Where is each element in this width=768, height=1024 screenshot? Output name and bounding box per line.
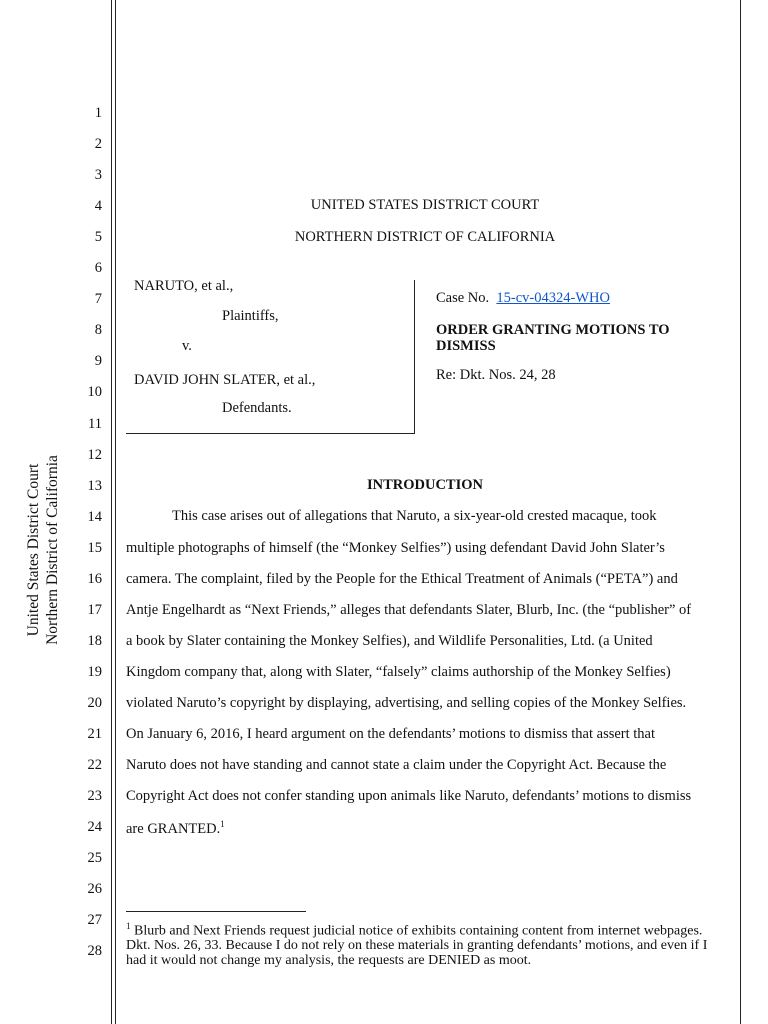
order-title	[436, 322, 670, 354]
line-number: 10	[87, 384, 102, 401]
line-number: 2	[94, 136, 102, 153]
footnote-rule	[126, 911, 306, 912]
line-number: 24	[87, 819, 102, 836]
body-line: Naruto does not have standing and cannot state a claim under the Copyright Act. Because the	[126, 757, 667, 773]
line-number: 5	[94, 229, 102, 246]
body-line: camera. The complaint, filed by the People for the Ethical Treatment of Animals (“PETA”) and	[126, 571, 678, 587]
line-number: 15	[87, 539, 102, 556]
line-number: 23	[87, 788, 102, 805]
body-line: a book by Slater containing the Monkey Selfies), and Wildlife Personalities, Ltd. (a United	[126, 633, 653, 649]
sidebar-district: Northern District of California	[44, 455, 61, 645]
line-number: 14	[87, 508, 102, 525]
footnote-reference[interactable]: 1	[220, 819, 225, 829]
body-line: Copyright Act does not confer standing upon animals like Naruto, defendants’ motions to dismiss	[126, 788, 692, 804]
line-number: 25	[87, 850, 102, 867]
sidebar-court-label	[16, 452, 70, 648]
order-title-line-1: ORDER GRANTING MOTIONS TO	[436, 322, 670, 338]
line-number: 21	[87, 726, 102, 742]
line-number: 12	[87, 446, 102, 463]
line-number: 8	[94, 322, 102, 339]
line-number: 9	[94, 353, 102, 370]
line-number: 20	[87, 694, 102, 711]
body-line: On January 6, 2016, I heard argument on the defendants’ motions to dismiss that assert that	[126, 726, 656, 742]
body-line-last	[126, 819, 225, 838]
line-number: 17	[87, 601, 102, 618]
line-number: 22	[87, 757, 102, 774]
versus: v.	[182, 338, 192, 354]
line-number: 16	[87, 570, 102, 587]
footnote-marker: 1	[126, 921, 131, 931]
body-line: This case arises out of allegations that Naruto, a six-year-old crested macaque, took	[172, 508, 657, 524]
caption-rule-vertical	[414, 280, 415, 433]
line-number: 18	[87, 632, 102, 649]
line-number: 19	[87, 663, 102, 680]
case-number-label: Case No.	[436, 290, 490, 306]
line-number: 6	[94, 260, 102, 277]
footnote-text: Blurb and Next Friends request judicial notice of exhibits containing content from internet webpages. Dkt. Nos. 26, 33. Because I do not rely on these materials in granting defendants’ motions, and even if I had it would not change my analysis, the requests are DENIED as moot.	[126, 923, 708, 968]
line-number: 4	[94, 198, 102, 215]
left-margin-rule-inner	[115, 0, 116, 1024]
line-number: 11	[88, 415, 102, 432]
left-margin-rule-outer	[111, 0, 112, 1024]
order-title-line-2: DISMISS	[436, 338, 496, 354]
body-line-text: are GRANTED.	[126, 820, 221, 837]
section-heading: INTRODUCTION	[366, 477, 483, 493]
defendant-name: DAVID JOHN SLATER, et al.,	[134, 372, 316, 388]
line-number: 28	[87, 943, 102, 960]
line-number: 3	[94, 167, 102, 184]
case-number-link[interactable]: 15-cv-04324-WHO	[496, 290, 610, 306]
court-name: UNITED STATES DISTRICT COURT	[310, 197, 540, 213]
line-number: 7	[94, 291, 102, 308]
caption-rule-horizontal	[126, 433, 415, 434]
right-margin-rule	[740, 0, 741, 1024]
body-line: Antje Engelhardt as “Next Friends,” alleges that defendants Slater, Blurb, Inc. (the “publisher” of	[126, 602, 692, 618]
defendants-label: Defendants.	[222, 400, 292, 416]
line-number: 26	[87, 881, 102, 898]
body-line: multiple photographs of himself (the “Monkey Selfies”) using defendant David John Slater’s	[126, 540, 665, 556]
body-line: Kingdom company that, along with Slater, “falsely” claims authorship of the Monkey Selfies)	[126, 664, 671, 680]
body-line: violated Naruto’s copyright by displaying, advertising, and selling copies of the Monkey Selfies.	[126, 695, 687, 711]
line-number: 1	[94, 105, 102, 121]
line-number: 27	[87, 912, 102, 929]
plaintiffs-label: Plaintiffs,	[222, 308, 279, 324]
docket-reference: Re: Dkt. Nos. 24, 28	[436, 367, 556, 383]
case-number	[436, 290, 610, 307]
footnote	[126, 919, 716, 968]
plaintiff-name: NARUTO, et al.,	[134, 278, 234, 294]
district-name: NORTHERN DISTRICT OF CALIFORNIA	[294, 229, 556, 245]
sidebar-court: United States District Court	[25, 463, 42, 637]
line-number: 13	[87, 477, 102, 494]
